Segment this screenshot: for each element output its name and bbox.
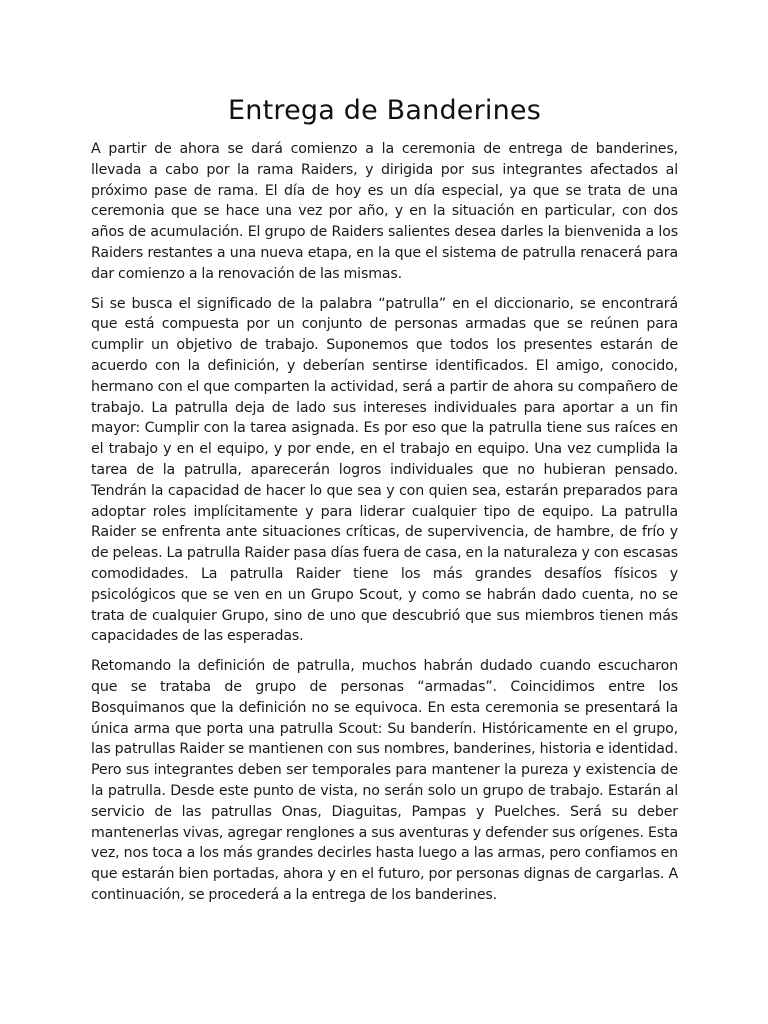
paragraph-2: Si se busca el significado de la palabra “patrulla” en el diccionario, se encontrará que está compuesta por un conjunto de personas armadas que se reúnen para cumplir un objetivo de trabajo. Suponemos que todos los presentes estarán de acuerdo con la definición, y deberían sentirse identificados. El amigo, conocido, hermano con el que comparten la actividad, será a partir de ahora su compañero de trabajo. La patrulla deja de lado sus intereses individuales para aportar a un fin mayor: Cumplir con la tarea asignada. Es por eso que la patrulla tiene sus raíces en el trabajo y en el equipo, y por ende, en el trabajo en equipo. Una vez cumplida la tarea de la patrulla, aparecerán logros individuales que no hubieran pensado. Tendrán la capacidad de hacer lo que sea y con quien sea, estarán preparados para adoptar roles implícitamente y para liderar cualquier tipo de equipo. La patrulla Raider se enfrenta ante situaciones críticas, de supervivencia, de hambre, de frío y de peleas. La patrulla Raider pasa días fuera de casa, en la naturaleza y con escasas comodidades. La patrulla Raider tiene los más grandes desafíos físicos y psicológicos que se ven en un Grupo Scout, y como se habrán dado cuenta, no se trata de cualquier Grupo, sino de uno que descubrió que sus miembros tienen más capacidades de las esperadas. xyxy=(91,295,678,645)
paragraph-3: Retomando la definición de patrulla, muchos habrán dudado cuando escucharon que se trataba de grupo de personas “armadas”. Coincidimos entre los Bosquimanos que la definición no se equivoca. En esta ceremonia se presentará la única arma que porta una patrulla Scout: Su banderín. Históricamente en el grupo, las patrullas Raider se mantienen con sus nombres, banderines, historia e identidad. Pero sus integrantes deben ser temporales para mantener la pureza y existencia de la patrulla. Desde este punto de vista, no serán solo un grupo de trabajo. Estarán al servicio de las patrullas Onas, Diaguitas, Pampas y Puelches. Será su deber mantenerlas vivas, agregar renglones a sus aventuras y defender sus orígenes. Esta vez, nos toca a los más grandes decirles hasta luego a las armas, pero confiamos en que estarán bien portadas, ahora y en el futuro, por personas dignas de cargarlas. A continuación, se procederá a la entrega de los banderines. xyxy=(91,658,678,903)
document-title: Entrega de Banderines xyxy=(228,95,541,126)
paragraph-1: A partir de ahora se dará comienzo a la ceremonia de entrega de banderines, llevada a cabo por la rama Raiders, y dirigida por sus integrantes afectados al próximo pase de rama. El día de hoy es un día especial, ya que se trata de una ceremonia que se hace una vez por año, y en la situación en particular, con dos años de acumulación. El grupo de Raiders salientes desea darles la bienvenida a los Raiders restantes a una nueva etapa, en la que el sistema de patrulla renacerá para dar comienzo a la renovación de las mismas. xyxy=(91,141,678,282)
